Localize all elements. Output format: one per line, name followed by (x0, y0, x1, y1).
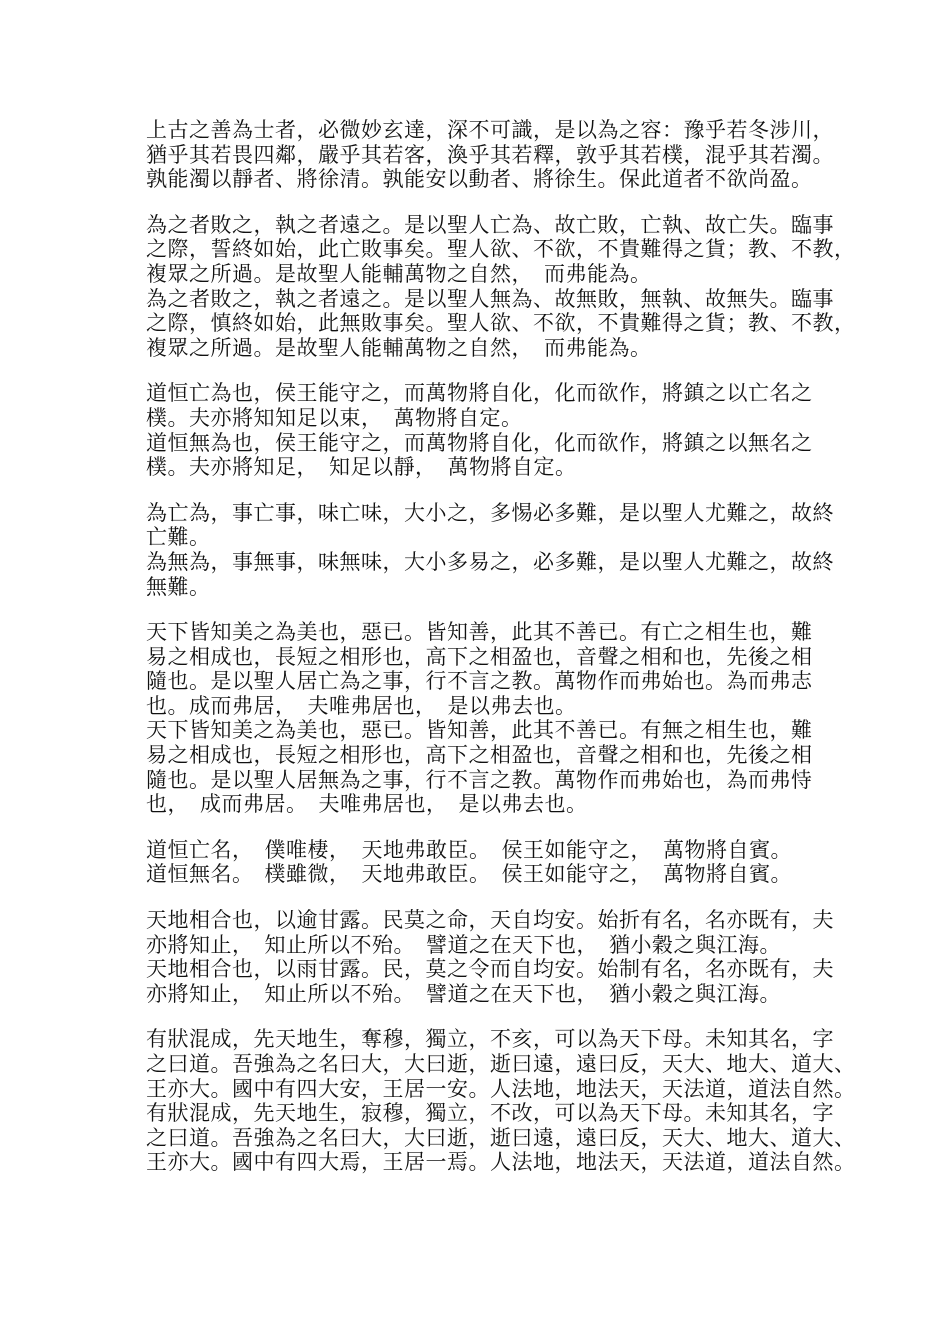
paragraph (146, 212, 856, 361)
text-line: 猶乎其若畏四鄰，嚴乎其若客，渙乎其若釋，敦乎其若樸，混乎其若濁。 (146, 142, 834, 167)
text-line: 易之相成也，長短之相形也，高下之相盈也，音聲之相和也，先後之相 (146, 743, 813, 768)
text-line: 複眾之所過。是故聖人能輔萬物之自然， 而弗能為。 (146, 335, 652, 360)
text-line: 王亦大。國中有四大焉，王居一焉。人法地，地法天，天法道，道法自然。 (146, 1150, 856, 1175)
text-line: 也， 成而弗居。 夫唯弗居也， 是以弗去也。 (146, 792, 588, 817)
text-line: 孰能濁以靜者、將徐清。孰能安以動者、將徐生。保此道者不欲尚盈。 (146, 167, 813, 192)
paragraph (146, 1027, 856, 1175)
text-line: 為亡為，事亡事，味亡味，大小之，多惕必多難，是以聖人尤難之，故終 (146, 500, 834, 525)
text-line: 為無為，事無事，味無味，大小多易之，必多難，是以聖人尤難之，故終 (146, 549, 834, 574)
text-line: 天地相合也，以逾甘露。民莫之命，天自均安。始折有名，名亦既有，夫 (146, 908, 834, 933)
text-line: 天地相合也，以雨甘露。民，莫之令而自均安。始制有名，名亦既有，夫 (146, 957, 834, 982)
text-line: 樸。夫亦將知足， 知足以靜， 萬物將自定。 (146, 455, 577, 480)
paragraph (146, 118, 834, 192)
text-line: 上古之善為士者，必微妙玄達，深不可識，是以為之容：豫乎若冬涉川， (146, 118, 834, 142)
text-line: 有狀混成，先天地生，奪穆，獨立，不亥，可以為天下母。未知其名，字 (146, 1027, 834, 1052)
text-line: 有狀混成，先天地生，寂穆，獨立，不改，可以為天下母。未知其名，字 (146, 1101, 834, 1126)
paragraph (146, 620, 826, 817)
paragraph (146, 381, 826, 479)
text-line: 道恒無名。 樸雖微， 天地弗敢臣。 侯王如能守之， 萬物將自賓。 (146, 862, 792, 887)
text-line: 道恒無為也，侯王能守之，而萬物將自化，化而欲作，將鎮之以無名之 (146, 430, 813, 455)
text-line: 之際，慎終如始，此無敗事矣。聖人欲、不欲，不貴難得之貨；教、不教， (146, 311, 856, 336)
text-line: 也。成而弗居， 夫唯弗居也， 是以弗去也。 (146, 693, 577, 718)
text-line: 天下皆知美之為美也，惡已。皆知善，此其不善已。有無之相生也，難 (146, 718, 813, 743)
text-line: 無難。 (146, 574, 211, 599)
paragraph (146, 500, 834, 599)
text-line: 亡難。 (146, 525, 211, 550)
text-line: 為之者敗之，執之者遠之。是以聖人無為、故無敗，無執、故無失。臨事 (146, 286, 834, 311)
text-line: 亦將知止， 知止所以不殆。 譬道之在天下也， 猶小穀之與江海。 (146, 932, 781, 957)
text-line: 亦將知止， 知止所以不殆。 譬道之在天下也， 猶小穀之與江海。 (146, 981, 781, 1006)
text-line: 之曰道。吾強為之名曰大，大曰逝，逝曰遠，遠曰反，天大、地大、道大、 (146, 1052, 856, 1076)
text-line: 為之者敗之，執之者遠之。是以聖人亡為、故亡敗，亡執、故亡失。臨事 (146, 212, 834, 237)
text-line: 隨也。是以聖人居亡為之事，行不言之教。萬物作而弗始也。為而弗志 (146, 669, 813, 694)
text-line: 易之相成也，長短之相形也，高下之相盈也，音聲之相和也，先後之相 (146, 644, 813, 669)
text-line: 隨也。是以聖人居無為之事，行不言之教。萬物作而弗始也，為而弗恃 (146, 767, 813, 792)
text-line: 王亦大。國中有四大安，王居一安。人法地，地法天，天法道，道法自然。 (146, 1076, 856, 1101)
text-line: 之際，誓終如始，此亡敗事矣。聖人欲、不欲，不貴難得之貨；教、不教， (146, 237, 856, 262)
paragraph (146, 908, 834, 1006)
text-line: 天下皆知美之為美也，惡已。皆知善，此其不善已。有亡之相生也，難 (146, 620, 813, 645)
document-body (146, 118, 856, 1196)
text-line: 道恒亡為也，侯王能守之，而萬物將自化，化而欲作，將鎮之以亡名之 (146, 381, 813, 406)
text-line: 之曰道。吾強為之名曰大，大曰逝，逝曰遠，遠曰反，天大、地大、道大、 (146, 1125, 856, 1150)
paragraph (146, 838, 826, 887)
text-line: 複眾之所過。是故聖人能輔萬物之自然， 而弗能為。 (146, 261, 652, 286)
text-line: 道恒亡名， 僕唯棲， 天地弗敢臣。 侯王如能守之， 萬物將自賓。 (146, 837, 792, 862)
text-line: 樸。夫亦將知知足以束， 萬物將自定。 (146, 405, 523, 430)
